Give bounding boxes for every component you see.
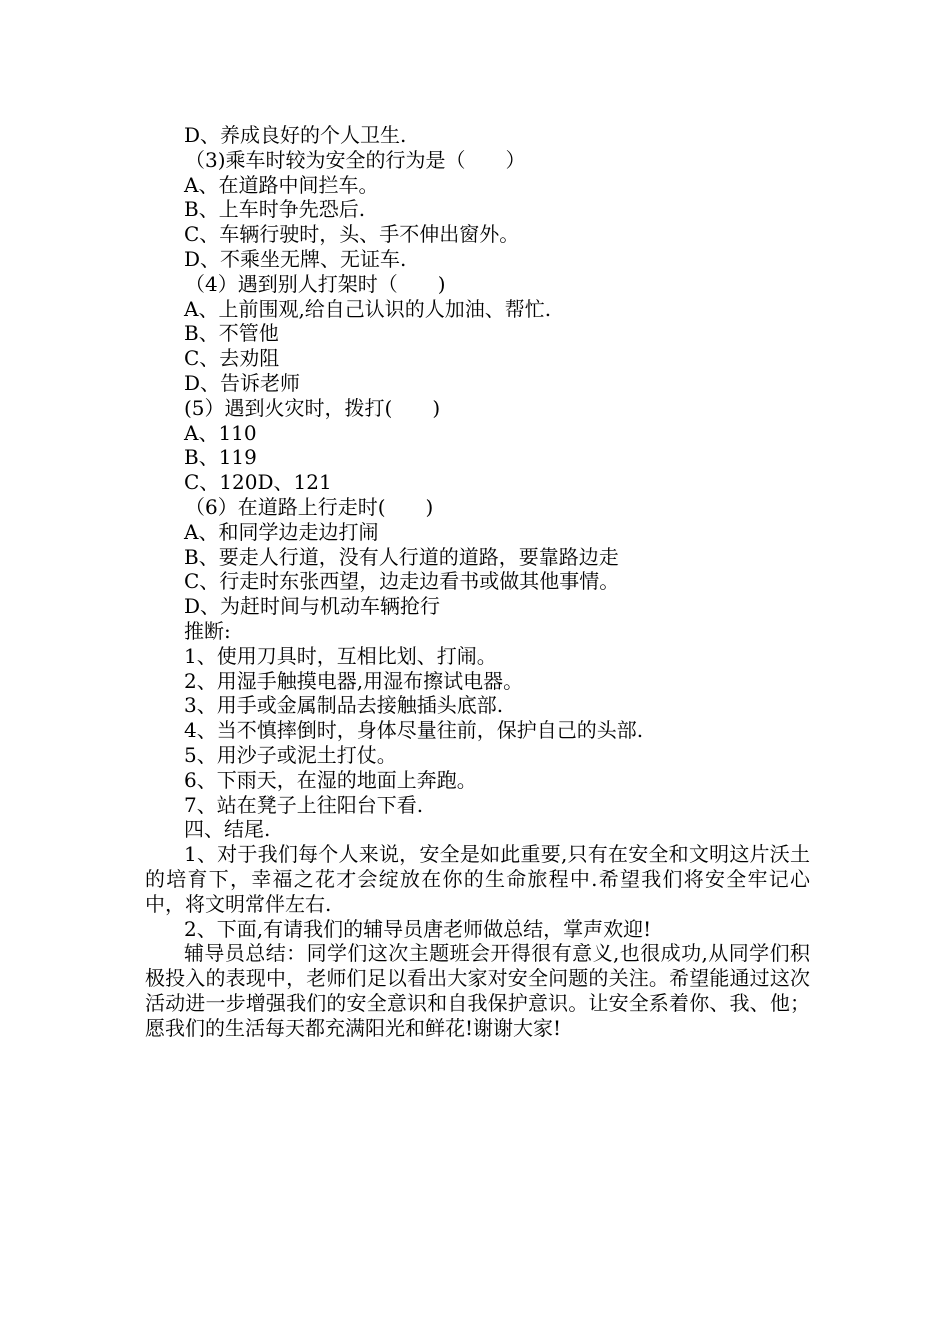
option-line: C、行走时东张西望，边走边看书或做其他事情。 (184, 569, 620, 594)
option-line: A、和同学边走边打闹 (184, 519, 379, 544)
option-line: C、车辆行驶时，头、手不伸出窗外。 (184, 222, 520, 247)
question-line: (5）遇到火灾时，拨打( ) (184, 395, 441, 420)
judgment-item: 4、当不慎摔倒时，身体尽量往前，保护自己的头部. (184, 718, 644, 743)
option-line: C、去劝阻 (184, 346, 280, 371)
option-line: A、110 (184, 420, 257, 445)
judgment-item: 6、下雨天，在湿的地面上奔跑。 (184, 767, 477, 792)
option-line: A、上前围观,给自己认识的人加油、帮忙. (184, 296, 552, 321)
option-line: C、120D、121 (184, 470, 332, 495)
closing-paragraph: 1、对于我们每个人来说，安全是如此重要,只有在安全和文明这片沃土的培育下，幸福之花才会绽放在你的生命旅程中.希望我们将安全牢记心中，将文明常伴左右. (145, 842, 810, 916)
option-line: D、不乘坐无牌、无证车. (184, 246, 407, 271)
option-line: D、告诉老师 (184, 370, 301, 395)
document-body (145, 123, 810, 1040)
option-line: D、为赶时间与机动车辆抢行 (184, 594, 441, 619)
option-line: D、养成良好的个人卫生. (184, 123, 407, 147)
question-line: （6）在道路上行走时( ) (185, 494, 434, 519)
question-line: （3)乘车时较为安全的行为是（ ） (185, 147, 526, 172)
judgment-item: 1、使用刀具时，互相比划、打闹。 (184, 643, 497, 668)
section-heading: 推断: (184, 618, 231, 643)
option-line: B、要走人行道，没有人行道的道路，要靠路边走 (184, 544, 619, 569)
question-line: （4）遇到别人打架时（ ) (185, 271, 446, 296)
judgment-item: 5、用沙子或泥土打仗。 (184, 742, 397, 767)
option-line: B、119 (184, 445, 257, 470)
summary-paragraph: 辅导员总结：同学们这次主题班会开得很有意义,也很成功,从同学们积极投入的表现中，老师们足以看出大家对安全问题的关注。希望能通过这次活动进一步增强我们的安全意识和自我保护意识。让安全系着你、我、他；愿我们的生活每天都充满阳光和鲜花!谢谢大家! (145, 941, 810, 1040)
option-line: B、上车时争先恐后. (184, 197, 366, 222)
option-line: B、不管他 (184, 321, 279, 346)
judgment-item: 7、站在凳子上往阳台下看. (184, 792, 424, 817)
judgment-item: 3、用手或金属制品去接触插头底部. (184, 693, 504, 718)
option-line: A、在道路中间拦车。 (184, 172, 379, 197)
closing-paragraph: 2、下面,有请我们的辅导员唐老师做总结，掌声欢迎! (184, 916, 652, 941)
judgment-item: 2、用湿手触摸电器,用湿布擦试电器。 (184, 668, 524, 693)
section-heading: 四、结尾. (184, 817, 271, 842)
